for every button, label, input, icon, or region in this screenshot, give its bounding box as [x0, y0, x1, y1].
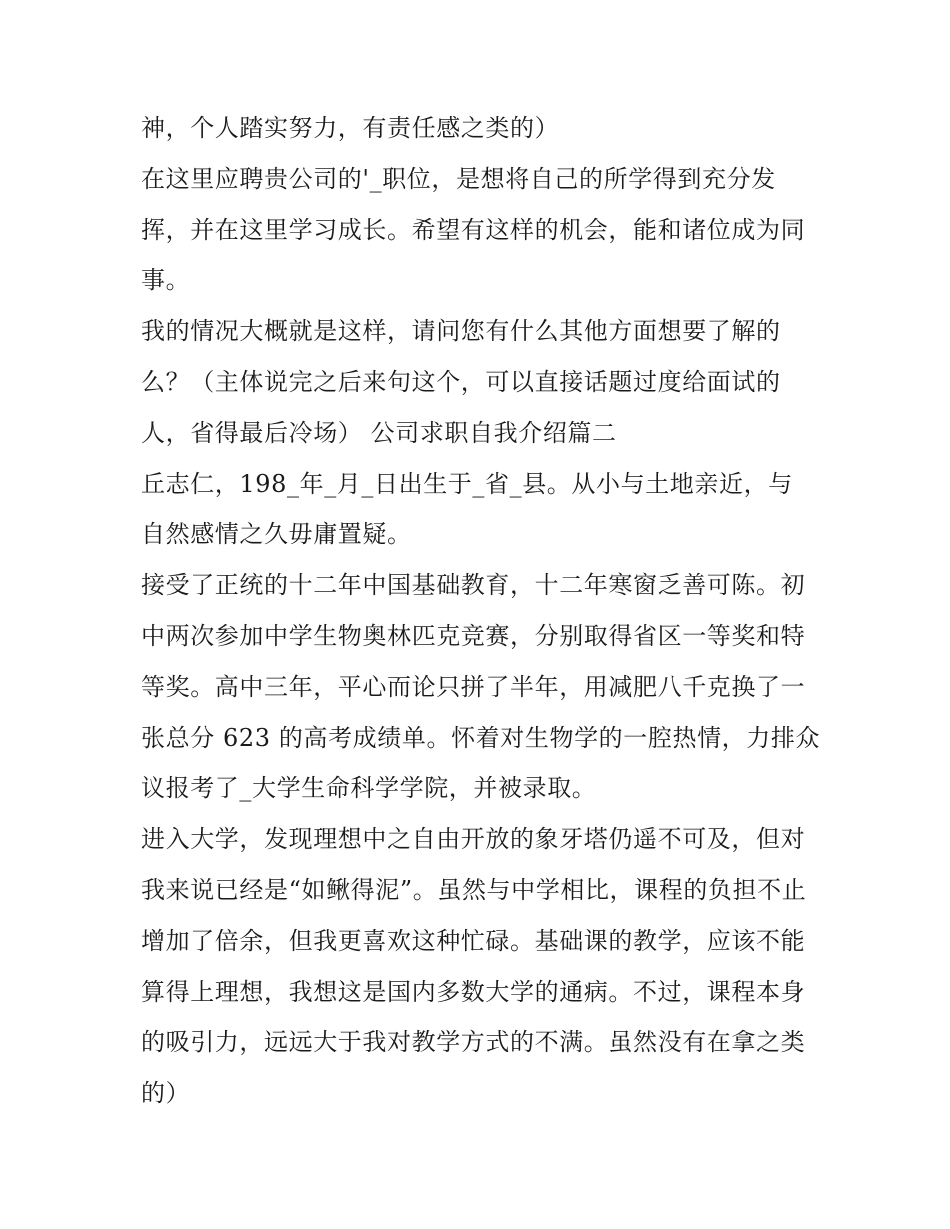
text-line: 事。	[141, 266, 191, 295]
text-line: 神，个人踏实努力，有责任感之类的）	[141, 114, 560, 142]
text-line: 增加了倍余，但我更喜欢这种忙碌。基础课的教学，应该不能	[141, 926, 806, 955]
text-line: 在这里应聘贵公司的'_职位，是想将自己的所学得到充分发	[141, 164, 776, 193]
text-line: 等奖。高中三年，平心而论只拼了半年，用减肥八千克换了一	[141, 672, 806, 701]
text-line: 中两次参加中学生物奥林匹克竞赛，分别取得省区一等奖和特	[141, 621, 806, 650]
text-line: 的）	[141, 1079, 191, 1108]
text-line: 接受了正统的十二年中国基础教育，十二年寒窗乏善可陈。初	[141, 571, 806, 600]
text-line: 挥，并在这里学习成长。希望有这样的机会，能和诸位成为同	[141, 215, 806, 244]
text-line: 进入大学，发现理想中之自由开放的象牙塔仍遥不可及，但对	[141, 825, 806, 854]
text-line: 算得上理想，我想这是国内多数大学的通病。不过，课程本身	[141, 977, 806, 1006]
text-line: 张总分 623 的高考成绩单。怀着对生物学的一腔热情，力排众	[141, 723, 821, 752]
text-line: 么？（主体说完之后来句这个，可以直接话题过度给面试的	[141, 367, 781, 396]
text-line: 我的情况大概就是这样，请问您有什么其他方面想要了解的	[141, 317, 781, 346]
text-line: 我来说已经是“如鳅得泥”。虽然与中学相比，课程的负担不止	[141, 875, 807, 904]
text-line: 人，省得最后冷场） 公司求职自我介绍篇二	[141, 418, 617, 447]
document-body	[141, 103, 821, 1119]
text-line: 自然感情之久毋庸置疑。	[141, 520, 412, 549]
text-line: 丘志仁，198_年_月_日出生于_省_县。从小与土地亲近，与	[141, 469, 793, 498]
text-line: 议报考了_大学生命科学学院，并被录取。	[141, 774, 597, 803]
text-line: 的吸引力，远远大于我对教学方式的不满。虽然没有在拿之类	[141, 1028, 806, 1057]
